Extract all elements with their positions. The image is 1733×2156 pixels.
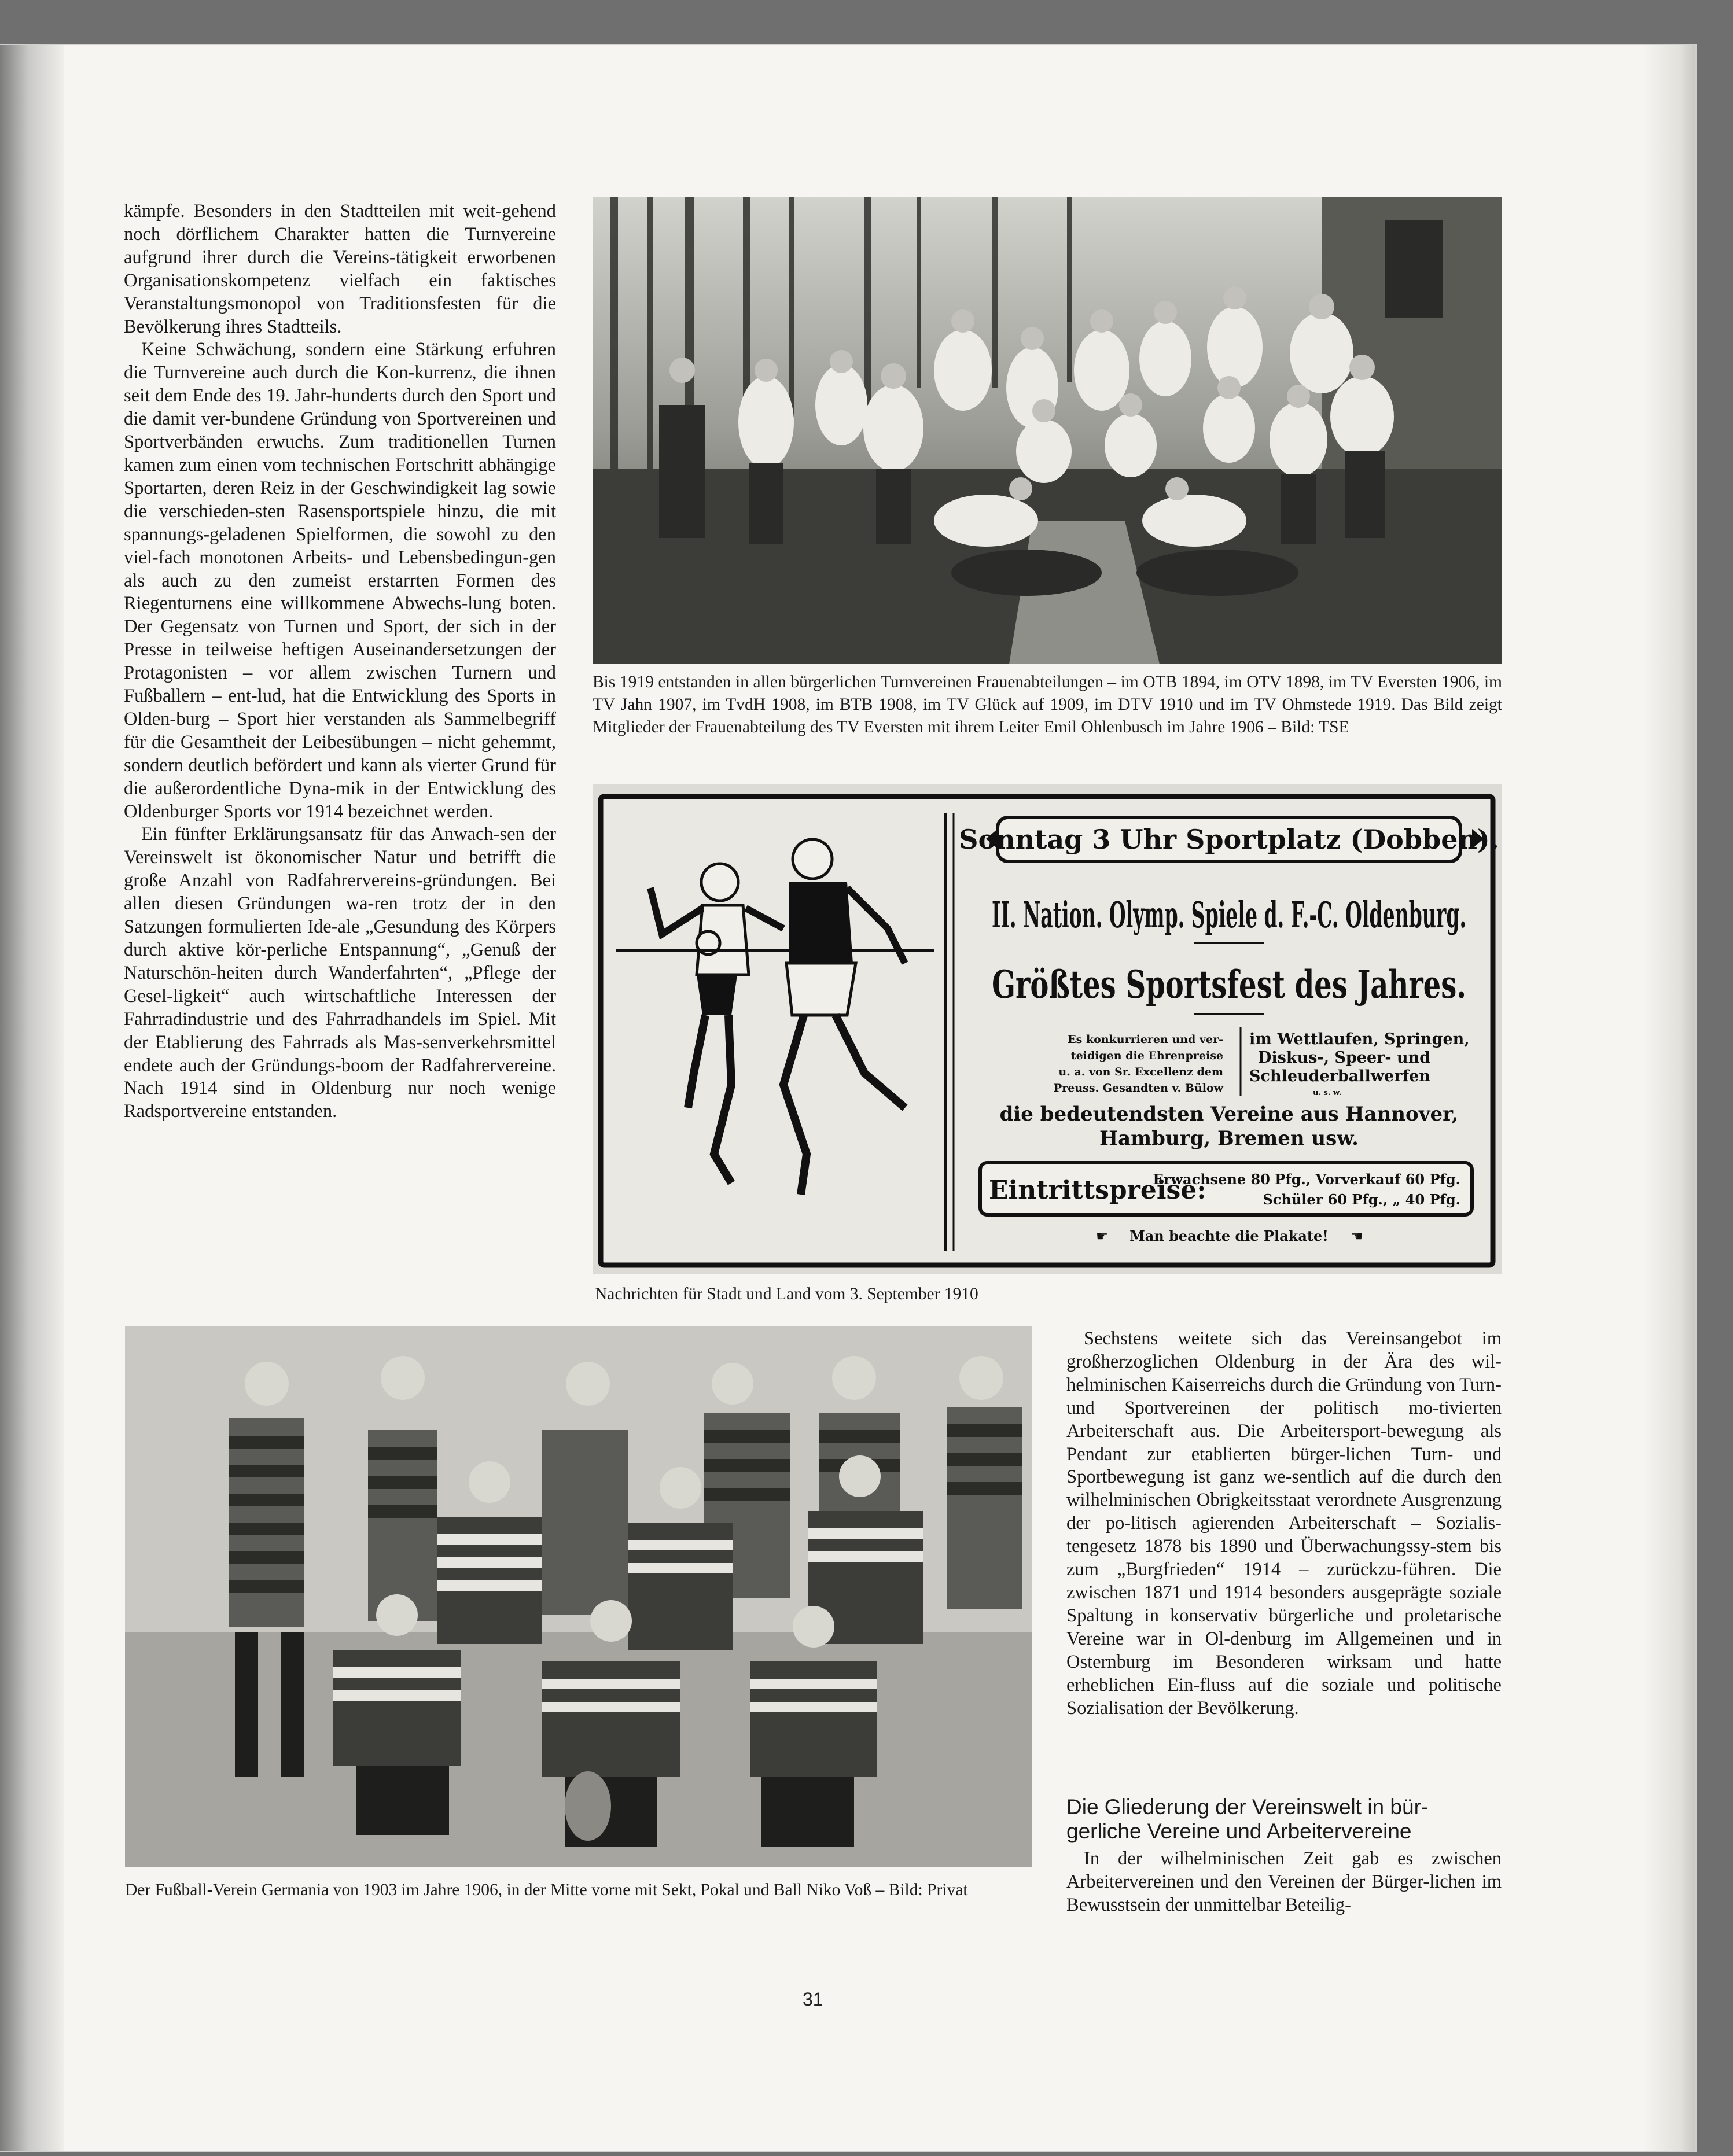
advert-small-left: teidigen die Ehrenpreise xyxy=(1070,1049,1223,1062)
paragraph: Sechstens weitete sich das Vereinsangebot im großherzoglichen Oldenburg in der Ära des wil-helminischen Kaiserreichs durch die Gründung von Turn- und Sportvereinen der politisch mo-tivierten Arbeiterschaft aus. Die Arbeitersport-bewegung als Pendant zur etablierten bürger-lichen Turn- und Sportbewegung ist ganz we-sentlich auf die durch den wilhelminischen Obrigkeitsstaat verordnete Ausgrenzung der po-litisch agierenden Arbeiterschaft – Sozialis-tengesetz 1878 bis 1890 und Überwachungssy-stem bis zum „Burgfrieden“ 1914 – zurückzu-führen. Die zwischen 1871 und 1914 besonders ausgeprägte soziale Spaltung in konservativ bürgerliche und proletarische Vereine war in Ol-denburg im Allgemeinen und in Osternburg im Besonderen wirksam und hatte erheblichen Ein-fluss auf die soziale und politische Sozialisation der Bevölkerung. xyxy=(1066,1328,1502,1719)
right-text-column xyxy=(1066,1328,1502,1720)
page-edge xyxy=(1643,45,1695,2151)
page-number: 31 xyxy=(803,1989,823,2010)
advert-caption: Nachrichten für Stadt und Land vom 3. September 1910 xyxy=(595,1285,978,1303)
advert-vereine-line-2: Hamburg, Bremen usw. xyxy=(1099,1127,1359,1150)
football-team-photo-image xyxy=(125,1326,1032,1867)
newspaper-advert xyxy=(593,784,1502,1274)
pointing-hand-icon: ☚ xyxy=(1351,1229,1363,1244)
paragraph: Keine Schwächung, sondern eine Stärkung erfuhren die Turnvereine auch durch die Kon-kurrenz, die ihnen seit dem Ende des 19. Jahr-hunderts durch den Sport und die damit ver-bundene Gründung von Sportvereinen und Sportverbänden erwuchs. Zum traditionellen Turnen kamen zum einen vom technischen Fortschritt abhängige Sportarten, deren Reiz in der Geschwindigkeit lag sowie die verschieden-sten Rasensportspiele hinzu, die mit spannungs-geladenen Spielformen, die sowohl zu den viel-fach monotonen Arbeits- und Lebensbedingun-gen als auch zu den zumeist erstarrten Formen des Riegenturnens eine willkommene Abwechs-lung boten. Der Gegensatz von Turnen und Sport, der sich in der Presse in teilweise heftigen Auseinandersetzungen der Protagonisten – vor allem zwischen Turnern und Fußballern – ent-lud, hat die Entwicklung des Sports in Olden-burg – Sport hier verstanden als Sammelbegriff für die Gesamtheit der Leibesübungen – nicht gehemmt, sondern deutlich befördert und kann als vierter Grund für die außerordentliche Dyna-mik in der Entwicklung des Oldenburger Sports vor 1914 bezeichnet werden. xyxy=(124,339,556,822)
pointing-hand-icon: ☛ xyxy=(1096,1229,1109,1244)
right-text-column-continued xyxy=(1066,1848,1502,1917)
advert-banner-text: Sonntag 3 Uhr Sportplatz (Dobben). xyxy=(959,824,1499,855)
section-heading: Die Gliederung der Vereinswelt in bür-gerliche Vereine und Arbeitervereine xyxy=(1066,1795,1429,1843)
paragraph: In der wilhelminischen Zeit gab es zwischen Arbeitervereinen und den Vereinen der Bürger-lichen im Bewusstsein der unmittelbar Beteilig- xyxy=(1066,1848,1502,1915)
advert-eintritt-label: Eintrittspreise: xyxy=(989,1175,1206,1205)
advert-small-right: Diskus-, Speer- und xyxy=(1258,1049,1431,1067)
advert-price-line: Erwachsene 80 Pfg., Vorverkauf 60 Pfg. xyxy=(1153,1171,1460,1188)
football-photo-caption: Der Fußball-Verein Germania von 1903 im Jahre 1906, in der Mitte vorne mit Sekt, Pokal und Ball Niko Voß – Bild: Privat xyxy=(125,1881,968,1899)
advert-footer: Man beachte die Plakate! xyxy=(1129,1228,1329,1244)
advert-small-right: im Wettlaufen, Springen, xyxy=(1249,1030,1470,1048)
advert-line-1: II. Nation. Olymp. Spiele d. F.-C. Oldenburg. xyxy=(992,894,1466,936)
advert-small-left: u. a. von Sr. Excellenz dem xyxy=(1058,1066,1223,1078)
advert-vereine-line-1: die bedeutendsten Vereine aus Hannover, xyxy=(999,1103,1459,1126)
advert-small-right: u. s. w. xyxy=(1313,1089,1342,1097)
advert-graphic xyxy=(593,784,1502,1274)
advert-price-line: Schüler 60 Pfg., „ 40 Pfg. xyxy=(1263,1191,1460,1208)
advert-small-right: Schleuderballwerfen xyxy=(1249,1067,1430,1085)
women-group-photo-image xyxy=(593,197,1502,664)
advert-small-left: Es konkurrieren und ver- xyxy=(1068,1033,1223,1046)
book-spine-shadow xyxy=(0,45,64,2151)
women-photo-caption: Bis 1919 entstanden in allen bürgerlichen Turnvereinen Frauenabteilungen – im OTB 1894, im OTV 1898, im TV Eversten 1906, im TV Jahn 1907, im TvdH 1908, im BTB 1908, im TV Glück auf 1909, im DTV 1910 und im TV Ohmstede 1919. Das Bild zeigt Mitglieder der Frauenabteilung des TV Eversten mit ihrem Leiter Emil Ohlenbusch im Jahre 1906 – Bild: TSE xyxy=(593,673,1502,736)
women-group-photo xyxy=(593,197,1502,664)
advert-line-2: Größtes Sportsfest des Jahres. xyxy=(992,962,1466,1007)
advert-small-left: Preuss. Gesandten v. Bülow xyxy=(1053,1082,1223,1094)
left-text-column xyxy=(124,200,556,1123)
football-team-photo xyxy=(125,1326,1032,1867)
paragraph: kämpfe. Besonders in den Stadtteilen mit weit-gehend noch dörflichem Charakter hatten die Turnvereine aufgrund ihrer durch die Vereins-tätigkeit erworbenen Organisationskompetenz vielfach ein faktisches Veranstaltungsmonopol von Traditionsfesten für die Bevölkerung ihres Stadtteils. xyxy=(124,201,556,337)
paragraph: Ein fünfter Erklärungsansatz für das Anwach-sen der Vereinswelt ist ökonomischer Natur und betrifft die große Anzahl von Radfahrervereins-gründungen. Bei allen diesen Gründungen wa-ren trotz der in den Satzungen formulierten Ide-ale „Gesundung des Körpers durch aktive kör-perliche Entspannung“, „Genuß der Naturschön-heiten durch Wanderfahrten“, „Pflege der Gesel-ligkeit“ auch wirtschaftliche Interessen der Fahrradindustrie und des Fahrradhandels im Spiel. Mit der Etablierung des Fahrrads als Mas-senverkehrsmittel endete auch der Gründungs-boom der Radfahrervereine. Nach 1914 sind in Oldenburg nur noch wenige Radsportvereine entstanden. xyxy=(124,824,556,1122)
